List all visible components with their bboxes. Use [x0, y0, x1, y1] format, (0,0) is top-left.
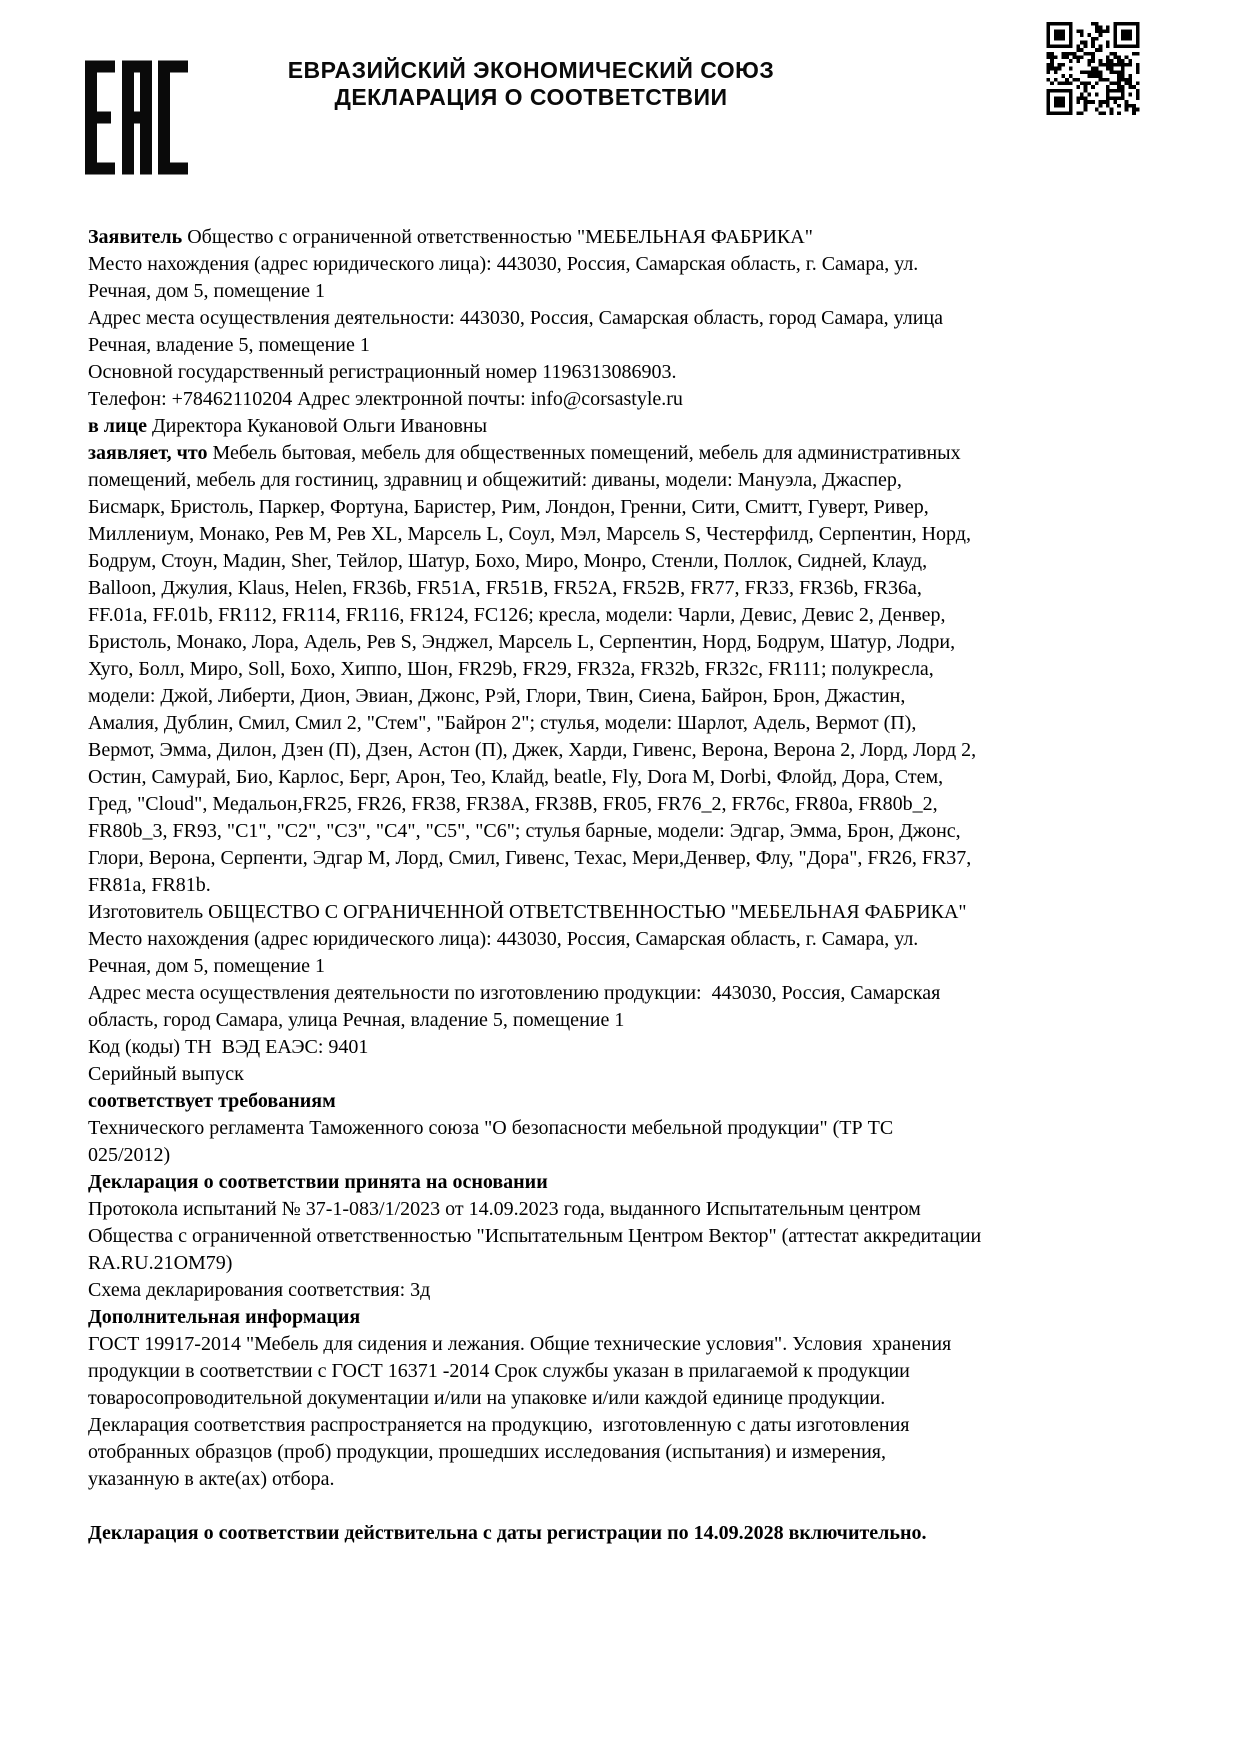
blank-line: [88, 1493, 1201, 1520]
document-line: [88, 953, 1201, 980]
text-run: Дополнительная информация: [88, 1306, 361, 1328]
text-run: RA.RU.21ОМ79): [88, 1252, 233, 1274]
document-line: [88, 1196, 1201, 1223]
text-run: помещений, мебель для гостиниц, здравниц и общежитий: диваны, модели: Мануэла, Джаспер,: [88, 469, 902, 491]
text-run: Хуго, Болл, Миро, Soll, Бохо, Хиппо, Шон, FR29b, FR29, FR32a, FR32b, FR32c, FR111; полукресла,: [88, 658, 934, 680]
text-run: FF.01a, FF.01b, FR112, FR114, FR116, FR124, FC126; кресла, модели: Чарли, Девис, Девис 2, Денвер,: [88, 604, 946, 626]
document-title: ДЕКЛАРАЦИЯ О СООТВЕТСТВИИ: [334, 84, 728, 110]
text-run: Balloon, Джулия, Klaus, Helen, FR36b, FR51A, FR51B, FR52A, FR52B, FR77, FR33, FR36b, FR36a,: [88, 577, 922, 599]
document-line: [88, 872, 1201, 899]
document-line: [88, 1439, 1201, 1466]
document-line: [88, 926, 1201, 953]
document-line: [88, 980, 1201, 1007]
document-line: [88, 1466, 1201, 1493]
text-run: 025/2012): [88, 1144, 171, 1166]
text-run: Основной государственный регистрационный номер 1196313086903.: [88, 361, 677, 383]
document-line: [88, 710, 1201, 737]
document-line: [88, 1007, 1201, 1034]
text-run: Гред, "Cloud", Медальон,FR25, FR26, FR38, FR38A, FR38B, FR05, FR76_2, FR76c, FR80a, FR80b_2,: [88, 793, 938, 815]
document-line: [88, 1277, 1201, 1304]
document-line: [88, 1250, 1201, 1277]
text-run: Бодрум, Стоун, Мадин, Sher, Тейлор, Шатур, Бохо, Миро, Монро, Стенли, Поллок, Сидней, Клауд,: [88, 550, 928, 572]
text-run: Изготовитель ОБЩЕСТВО С ОГРАНИЧЕННОЙ ОТВЕТСТВЕННОСТЬЮ "МЕБЕЛЬНАЯ ФАБРИКА": [88, 901, 967, 923]
document-line: [88, 1520, 1201, 1547]
document-line: [88, 1304, 1201, 1331]
eac-logo-icon: [85, 60, 188, 175]
text-run: соответствует требованиям: [88, 1090, 336, 1112]
document-line: [88, 602, 1201, 629]
text-run: заявляет, что: [88, 442, 208, 464]
document-line: [88, 386, 1201, 413]
text-run: Речная, владение 5, помещение 1: [88, 334, 370, 356]
text-run: Остин, Самурай, Био, Карлос, Берг, Арон, Тео, Клайд, beatle, Fly, Dora M, Dorbi, Флойд, Дора, Стем,: [88, 766, 944, 788]
text-run: в лице: [88, 415, 147, 437]
document-line: [88, 791, 1201, 818]
text-run: Речная, дом 5, помещение 1: [88, 955, 325, 977]
text-run: Бисмарк, Бристоль, Паркер, Фортуна, Баристер, Рим, Лондон, Гренни, Сити, Смитт, Гуверт, Ривер,: [88, 496, 929, 518]
document-line: [88, 1142, 1201, 1169]
document-header: [231, 57, 831, 111]
document-line: [88, 1088, 1201, 1115]
document-line: [88, 332, 1201, 359]
document-line: [88, 899, 1201, 926]
document-line: [88, 548, 1201, 575]
document-line: [88, 656, 1201, 683]
text-run: Протокола испытаний № 37-1-083/1/2023 от 14.09.2023 года, выданного Испытательным центром: [88, 1198, 921, 1220]
document-line: [88, 683, 1201, 710]
document-line: [88, 818, 1201, 845]
text-run: Адрес места осуществления деятельности: 443030, Россия, Самарская область, город Самара, улица: [88, 307, 944, 329]
document-body: [88, 224, 1201, 1547]
document-line: [88, 305, 1201, 332]
text-run: Место нахождения (адрес юридического лица): 443030, Россия, Самарская область, г. Самара, ул.: [88, 253, 919, 275]
document-line: [88, 278, 1201, 305]
document-line: [88, 413, 1201, 440]
document-line: [88, 629, 1201, 656]
text-run: товаросопроводительной документации и/или на упаковке и/или каждой единице продукции.: [88, 1387, 886, 1409]
document-line: [88, 359, 1201, 386]
document-line: [88, 467, 1201, 494]
text-run: Декларация соответствия распространяется на продукцию, изготовленную с даты изготовления: [88, 1414, 910, 1436]
document-line: [88, 575, 1201, 602]
document-line: [88, 1358, 1201, 1385]
text-run: модели: Джой, Либерти, Дион, Эвиан, Джонс, Рэй, Глори, Твин, Сиена, Байрон, Брон, Джастин,: [88, 685, 906, 707]
document-line: [88, 1169, 1201, 1196]
text-run: Декларация о соответствии принята на основании: [88, 1171, 548, 1193]
text-run: Мебель бытовая, мебель для общественных помещений, мебель для административных: [207, 442, 961, 464]
text-run: ГОСТ 19917-2014 "Мебель для сидения и лежания. Общие технические условия". Условия хранения: [88, 1333, 952, 1355]
text-run: Общества с ограниченной ответственностью "Испытательным Центром Вектор" (аттестат аккредитации: [88, 1225, 982, 1247]
text-run: Миллениум, Монако, Рев М, Рев XL, Марсель L, Соул, Мэл, Марсель S, Честерфилд, Серпентин, Норд,: [88, 523, 971, 545]
document-line: [88, 521, 1201, 548]
document-line: [88, 1061, 1201, 1088]
document-line: [88, 1223, 1201, 1250]
text-run: Телефон: +78462110204 Адрес электронной почты: info@corsastyle.ru: [88, 388, 683, 410]
text-run: Код (коды) ТН ВЭД ЕАЭС: 9401: [88, 1036, 369, 1058]
text-run: указанную в акте(ах) отбора.: [88, 1468, 335, 1490]
text-run: Глори, Верона, Серпенти, Эдгар М, Лорд, Смил, Гивенс, Техас, Мери,Денвер, Флу, "Дора", FR26, FR37,: [88, 847, 972, 869]
text-run: Адрес места осуществления деятельности по изготовлению продукции: 443030, Россия, Самарская: [88, 982, 941, 1004]
text-run: отобранных образцов (проб) продукции, прошедших исследования (испытания) и измерения,: [88, 1441, 886, 1463]
text-run: Общество с ограниченной ответственностью "МЕБЕЛЬНАЯ ФАБРИКА": [182, 226, 813, 248]
union-title: ЕВРАЗИЙСКИЙ ЭКОНОМИЧЕСКИЙ СОЮЗ: [287, 57, 775, 83]
document-line: [88, 251, 1201, 278]
text-run: Директора Кукановой Ольги Ивановны: [146, 415, 488, 437]
text-run: Серийный выпуск: [88, 1063, 244, 1085]
text-run: продукции в соответствии с ГОСТ 16371 -2014 Срок службы указан в прилагаемой к продукции: [88, 1360, 910, 1382]
text-run: Вермот, Эмма, Дилон, Дзен (П), Дзен, Астон (П), Джек, Харди, Гивенс, Верона, Верона 2, Лорд, Лорд 2,: [88, 739, 977, 761]
document-line: [88, 1115, 1201, 1142]
text-run: Бристоль, Монако, Лора, Адель, Рев S, Энджел, Марсель L, Серпентин, Норд, Бодрум, Шатур, Лодри,: [88, 631, 956, 653]
text-run: Речная, дом 5, помещение 1: [88, 280, 325, 302]
qr-code-icon: [1045, 22, 1141, 115]
text-run: область, город Самара, улица Речная, владение 5, помещение 1: [88, 1009, 625, 1031]
document-line: [88, 494, 1201, 521]
document-line: [88, 845, 1201, 872]
document-line: [88, 1034, 1201, 1061]
document-line: [88, 1385, 1201, 1412]
document-line: [88, 764, 1201, 791]
text-run: Заявитель: [88, 226, 183, 248]
text-run: FR81a, FR81b.: [88, 874, 211, 896]
text-run: Технического регламента Таможенного союза "О безопасности мебельной продукции" (ТР ТС: [88, 1117, 894, 1139]
text-run: Место нахождения (адрес юридического лица): 443030, Россия, Самарская область, г. Самара, ул.: [88, 928, 919, 950]
document-line: [88, 737, 1201, 764]
text-run: Декларация о соответствии действительна с даты регистрации по 14.09.2028 включительно.: [88, 1522, 927, 1544]
document-line: [88, 224, 1201, 251]
text-run: Амалия, Дублин, Смил, Смил 2, "Стем", "Байрон 2"; стулья, модели: Шарлот, Адель, Вермот (П),: [88, 712, 917, 734]
document-line: [88, 440, 1201, 467]
text-run: FR80b_3, FR93, "C1", "C2", "C3", "C4", "C5", "C6"; стулья барные, модели: Эдгар, Эмма, Брон, Джонс,: [88, 820, 961, 842]
document-line: [88, 1331, 1201, 1358]
document-line: [88, 1412, 1201, 1439]
text-run: Схема декларирования соответствия: 3д: [88, 1279, 431, 1301]
